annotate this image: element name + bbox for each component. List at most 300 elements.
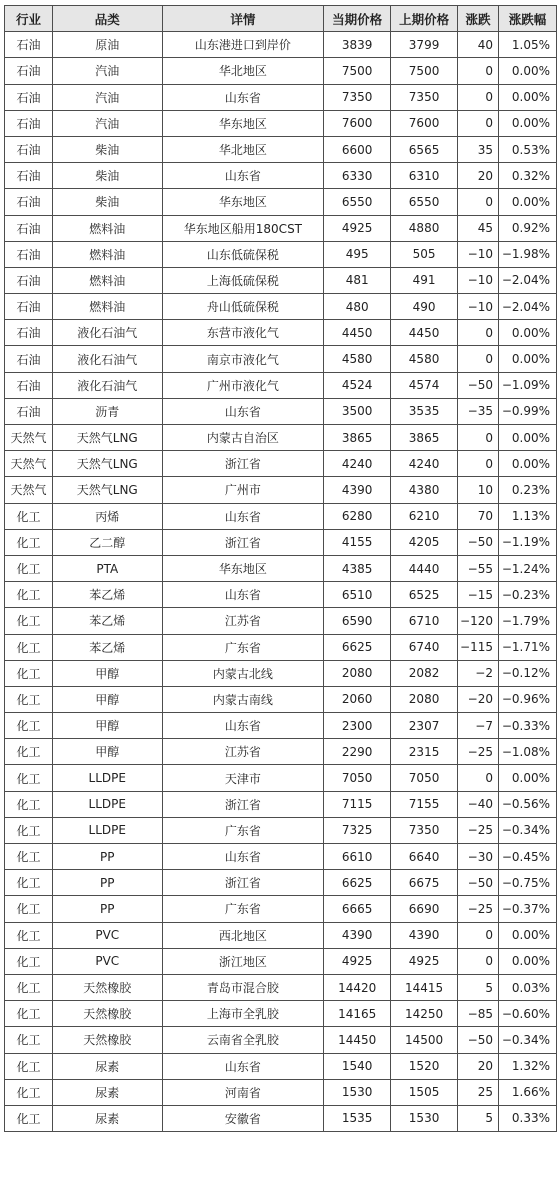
cell-change-percent: −1.19% bbox=[498, 529, 556, 555]
cell-current-price: 6330 bbox=[324, 163, 391, 189]
cell-previous-price: 4440 bbox=[391, 555, 458, 581]
cell-change: −50 bbox=[458, 372, 499, 398]
cell-category: 尿素 bbox=[52, 1105, 162, 1131]
cell-change: −2 bbox=[458, 660, 499, 686]
cell-detail: 江苏省 bbox=[162, 739, 324, 765]
cell-industry: 化工 bbox=[5, 660, 53, 686]
cell-industry: 化工 bbox=[5, 634, 53, 660]
table-row bbox=[5, 529, 557, 555]
cell-industry: 石油 bbox=[5, 32, 53, 58]
cell-change-percent: 0.00% bbox=[498, 765, 556, 791]
cell-detail: 东营市液化气 bbox=[162, 320, 324, 346]
table-row bbox=[5, 477, 557, 503]
cell-category: 天然橡胶 bbox=[52, 974, 162, 1000]
cell-previous-price: 1505 bbox=[391, 1079, 458, 1105]
cell-current-price: 3839 bbox=[324, 32, 391, 58]
cell-category: 甲醇 bbox=[52, 739, 162, 765]
cell-current-price: 14165 bbox=[324, 1001, 391, 1027]
cell-industry: 石油 bbox=[5, 267, 53, 293]
cell-current-price: 1530 bbox=[324, 1079, 391, 1105]
cell-detail: 内蒙古南线 bbox=[162, 686, 324, 712]
cell-change-percent: −0.34% bbox=[498, 1027, 556, 1053]
cell-previous-price: 4925 bbox=[391, 948, 458, 974]
table-row bbox=[5, 241, 557, 267]
cell-change-percent: 1.32% bbox=[498, 1053, 556, 1079]
cell-change-percent: 0.23% bbox=[498, 477, 556, 503]
cell-change: −55 bbox=[458, 555, 499, 581]
cell-previous-price: 6710 bbox=[391, 608, 458, 634]
cell-previous-price: 4580 bbox=[391, 346, 458, 372]
cell-change-percent: 0.33% bbox=[498, 1105, 556, 1131]
cell-change-percent: 0.00% bbox=[498, 320, 556, 346]
cell-change-percent: −1.79% bbox=[498, 608, 556, 634]
cell-change: −50 bbox=[458, 1027, 499, 1053]
cell-change-percent: 1.66% bbox=[498, 1079, 556, 1105]
cell-industry: 石油 bbox=[5, 346, 53, 372]
cell-change-percent: 0.00% bbox=[498, 948, 556, 974]
cell-current-price: 6625 bbox=[324, 870, 391, 896]
cell-change-percent: 0.53% bbox=[498, 136, 556, 162]
cell-change: −10 bbox=[458, 267, 499, 293]
cell-category: 燃料油 bbox=[52, 267, 162, 293]
cell-category: 沥青 bbox=[52, 398, 162, 424]
cell-industry: 化工 bbox=[5, 948, 53, 974]
cell-detail: 安徽省 bbox=[162, 1105, 324, 1131]
cell-previous-price: 6675 bbox=[391, 870, 458, 896]
cell-industry: 化工 bbox=[5, 608, 53, 634]
cell-change-percent: 0.00% bbox=[498, 346, 556, 372]
cell-detail: 青岛市混合胶 bbox=[162, 974, 324, 1000]
cell-current-price: 3500 bbox=[324, 398, 391, 424]
cell-current-price: 14450 bbox=[324, 1027, 391, 1053]
cell-change: 0 bbox=[458, 58, 499, 84]
cell-previous-price: 2315 bbox=[391, 739, 458, 765]
cell-category: 燃料油 bbox=[52, 294, 162, 320]
table-row bbox=[5, 267, 557, 293]
cell-industry: 石油 bbox=[5, 215, 53, 241]
cell-detail: 广州市液化气 bbox=[162, 372, 324, 398]
cell-change: 0 bbox=[458, 320, 499, 346]
cell-detail: 云南省全乳胶 bbox=[162, 1027, 324, 1053]
cell-detail: 浙江省 bbox=[162, 451, 324, 477]
cell-category: 天然气LNG bbox=[52, 477, 162, 503]
cell-industry: 天然气 bbox=[5, 451, 53, 477]
cell-current-price: 6550 bbox=[324, 189, 391, 215]
cell-detail: 上海低硫保税 bbox=[162, 267, 324, 293]
cell-detail: 山东省 bbox=[162, 713, 324, 739]
cell-detail: 河南省 bbox=[162, 1079, 324, 1105]
cell-previous-price: 6690 bbox=[391, 896, 458, 922]
cell-industry: 化工 bbox=[5, 713, 53, 739]
cell-change: 0 bbox=[458, 948, 499, 974]
cell-change-percent: −2.04% bbox=[498, 267, 556, 293]
cell-detail: 舟山低硫保税 bbox=[162, 294, 324, 320]
cell-current-price: 4385 bbox=[324, 555, 391, 581]
cell-detail: 广东省 bbox=[162, 896, 324, 922]
cell-change-percent: 0.00% bbox=[498, 58, 556, 84]
table-row bbox=[5, 660, 557, 686]
cell-change-percent: 0.03% bbox=[498, 974, 556, 1000]
table-row bbox=[5, 451, 557, 477]
cell-change: 40 bbox=[458, 32, 499, 58]
cell-change: −50 bbox=[458, 870, 499, 896]
cell-change: −35 bbox=[458, 398, 499, 424]
cell-detail: 天津市 bbox=[162, 765, 324, 791]
cell-industry: 化工 bbox=[5, 1105, 53, 1131]
cell-change-percent: 0.92% bbox=[498, 215, 556, 241]
cell-change-percent: −0.56% bbox=[498, 791, 556, 817]
cell-current-price: 2060 bbox=[324, 686, 391, 712]
cell-change-percent: 1.13% bbox=[498, 503, 556, 529]
table-row bbox=[5, 372, 557, 398]
cell-previous-price: 6565 bbox=[391, 136, 458, 162]
cell-detail: 山东港进口到岸价 bbox=[162, 32, 324, 58]
table-row bbox=[5, 582, 557, 608]
cell-change-percent: 0.00% bbox=[498, 451, 556, 477]
cell-category: 苯乙烯 bbox=[52, 582, 162, 608]
cell-category: LLDPE bbox=[52, 765, 162, 791]
cell-category: 尿素 bbox=[52, 1053, 162, 1079]
cell-category: 苯乙烯 bbox=[52, 608, 162, 634]
cell-change-percent: −0.60% bbox=[498, 1001, 556, 1027]
cell-industry: 化工 bbox=[5, 922, 53, 948]
cell-category: 尿素 bbox=[52, 1079, 162, 1105]
cell-current-price: 6510 bbox=[324, 582, 391, 608]
cell-previous-price: 7350 bbox=[391, 817, 458, 843]
cell-change: −20 bbox=[458, 686, 499, 712]
cell-change-percent: −0.37% bbox=[498, 896, 556, 922]
cell-change-percent: −0.75% bbox=[498, 870, 556, 896]
cell-detail: 山东省 bbox=[162, 84, 324, 110]
cell-previous-price: 3865 bbox=[391, 425, 458, 451]
cell-industry: 化工 bbox=[5, 791, 53, 817]
table-row bbox=[5, 84, 557, 110]
cell-industry: 天然气 bbox=[5, 425, 53, 451]
cell-previous-price: 2082 bbox=[391, 660, 458, 686]
table-body bbox=[5, 32, 557, 1132]
cell-industry: 石油 bbox=[5, 163, 53, 189]
cell-industry: 化工 bbox=[5, 765, 53, 791]
cell-category: PTA bbox=[52, 555, 162, 581]
cell-detail: 浙江地区 bbox=[162, 948, 324, 974]
cell-current-price: 7350 bbox=[324, 84, 391, 110]
cell-category: 燃料油 bbox=[52, 241, 162, 267]
table-row bbox=[5, 555, 557, 581]
cell-change: −25 bbox=[458, 896, 499, 922]
cell-detail: 华东地区 bbox=[162, 189, 324, 215]
cell-category: 天然橡胶 bbox=[52, 1001, 162, 1027]
cell-industry: 石油 bbox=[5, 189, 53, 215]
cell-change: 0 bbox=[458, 451, 499, 477]
cell-change-percent: 0.00% bbox=[498, 425, 556, 451]
cell-change-percent: −1.08% bbox=[498, 739, 556, 765]
cell-change-percent: −0.99% bbox=[498, 398, 556, 424]
cell-change: −40 bbox=[458, 791, 499, 817]
cell-previous-price: 7350 bbox=[391, 84, 458, 110]
cell-industry: 化工 bbox=[5, 582, 53, 608]
cell-change-percent: −1.98% bbox=[498, 241, 556, 267]
cell-category: 苯乙烯 bbox=[52, 634, 162, 660]
commodity-price-table bbox=[4, 5, 557, 1132]
cell-detail: 上海市全乳胶 bbox=[162, 1001, 324, 1027]
cell-category: PVC bbox=[52, 948, 162, 974]
table-row bbox=[5, 110, 557, 136]
cell-industry: 石油 bbox=[5, 398, 53, 424]
cell-current-price: 6665 bbox=[324, 896, 391, 922]
cell-change-percent: −1.71% bbox=[498, 634, 556, 660]
cell-previous-price: 3535 bbox=[391, 398, 458, 424]
price-table-container bbox=[4, 5, 557, 1132]
cell-current-price: 4390 bbox=[324, 922, 391, 948]
table-row bbox=[5, 215, 557, 241]
cell-previous-price: 490 bbox=[391, 294, 458, 320]
cell-detail: 内蒙古北线 bbox=[162, 660, 324, 686]
cell-previous-price: 2307 bbox=[391, 713, 458, 739]
cell-previous-price: 4574 bbox=[391, 372, 458, 398]
cell-change-percent: −0.12% bbox=[498, 660, 556, 686]
table-row bbox=[5, 896, 557, 922]
cell-change: 45 bbox=[458, 215, 499, 241]
cell-previous-price: 6310 bbox=[391, 163, 458, 189]
table-row bbox=[5, 398, 557, 424]
cell-detail: 西北地区 bbox=[162, 922, 324, 948]
cell-change-percent: −0.34% bbox=[498, 817, 556, 843]
header-category: 品类 bbox=[52, 6, 162, 32]
table-row bbox=[5, 1001, 557, 1027]
cell-category: PVC bbox=[52, 922, 162, 948]
cell-change: 5 bbox=[458, 974, 499, 1000]
cell-industry: 石油 bbox=[5, 320, 53, 346]
cell-detail: 浙江省 bbox=[162, 870, 324, 896]
cell-current-price: 3865 bbox=[324, 425, 391, 451]
cell-previous-price: 14415 bbox=[391, 974, 458, 1000]
cell-current-price: 7325 bbox=[324, 817, 391, 843]
cell-current-price: 6600 bbox=[324, 136, 391, 162]
cell-current-price: 480 bbox=[324, 294, 391, 320]
table-row bbox=[5, 58, 557, 84]
cell-industry: 化工 bbox=[5, 739, 53, 765]
cell-previous-price: 4240 bbox=[391, 451, 458, 477]
cell-previous-price: 1520 bbox=[391, 1053, 458, 1079]
cell-change: −115 bbox=[458, 634, 499, 660]
cell-detail: 山东省 bbox=[162, 1053, 324, 1079]
cell-detail: 华东地区 bbox=[162, 110, 324, 136]
table-row bbox=[5, 844, 557, 870]
table-row bbox=[5, 713, 557, 739]
cell-industry: 化工 bbox=[5, 503, 53, 529]
cell-change: 20 bbox=[458, 1053, 499, 1079]
table-row bbox=[5, 294, 557, 320]
cell-current-price: 2290 bbox=[324, 739, 391, 765]
cell-current-price: 7050 bbox=[324, 765, 391, 791]
cell-change-percent: −1.24% bbox=[498, 555, 556, 581]
cell-detail: 南京市液化气 bbox=[162, 346, 324, 372]
cell-current-price: 1535 bbox=[324, 1105, 391, 1131]
cell-current-price: 6280 bbox=[324, 503, 391, 529]
cell-industry: 石油 bbox=[5, 58, 53, 84]
cell-previous-price: 14500 bbox=[391, 1027, 458, 1053]
cell-change: 0 bbox=[458, 84, 499, 110]
cell-category: 汽油 bbox=[52, 58, 162, 84]
table-row bbox=[5, 1079, 557, 1105]
cell-category: PP bbox=[52, 870, 162, 896]
cell-change-percent: −0.23% bbox=[498, 582, 556, 608]
cell-industry: 化工 bbox=[5, 555, 53, 581]
cell-change-percent: 1.05% bbox=[498, 32, 556, 58]
cell-category: LLDPE bbox=[52, 791, 162, 817]
table-row bbox=[5, 739, 557, 765]
cell-current-price: 4524 bbox=[324, 372, 391, 398]
cell-industry: 石油 bbox=[5, 84, 53, 110]
cell-change-percent: 0.00% bbox=[498, 189, 556, 215]
cell-current-price: 2300 bbox=[324, 713, 391, 739]
cell-current-price: 14420 bbox=[324, 974, 391, 1000]
cell-previous-price: 6550 bbox=[391, 189, 458, 215]
cell-category: 乙二醇 bbox=[52, 529, 162, 555]
cell-change: −25 bbox=[458, 739, 499, 765]
cell-previous-price: 505 bbox=[391, 241, 458, 267]
header-previous-price: 上期价格 bbox=[391, 6, 458, 32]
cell-change: 35 bbox=[458, 136, 499, 162]
cell-category: 天然橡胶 bbox=[52, 1027, 162, 1053]
cell-current-price: 7115 bbox=[324, 791, 391, 817]
cell-change: 0 bbox=[458, 346, 499, 372]
cell-change-percent: −0.45% bbox=[498, 844, 556, 870]
cell-industry: 石油 bbox=[5, 294, 53, 320]
table-row bbox=[5, 948, 557, 974]
cell-current-price: 6610 bbox=[324, 844, 391, 870]
cell-current-price: 6625 bbox=[324, 634, 391, 660]
cell-current-price: 4450 bbox=[324, 320, 391, 346]
cell-category: 液化石油气 bbox=[52, 346, 162, 372]
cell-industry: 化工 bbox=[5, 896, 53, 922]
cell-detail: 山东省 bbox=[162, 503, 324, 529]
cell-category: 液化石油气 bbox=[52, 372, 162, 398]
cell-current-price: 7600 bbox=[324, 110, 391, 136]
cell-current-price: 4580 bbox=[324, 346, 391, 372]
cell-industry: 天然气 bbox=[5, 477, 53, 503]
cell-current-price: 6590 bbox=[324, 608, 391, 634]
cell-category: 天然气LNG bbox=[52, 451, 162, 477]
cell-detail: 华东地区 bbox=[162, 555, 324, 581]
table-header-row bbox=[5, 6, 557, 32]
table-row bbox=[5, 425, 557, 451]
cell-previous-price: 14250 bbox=[391, 1001, 458, 1027]
cell-current-price: 1540 bbox=[324, 1053, 391, 1079]
cell-change: 0 bbox=[458, 765, 499, 791]
cell-change: 0 bbox=[458, 425, 499, 451]
cell-change: −15 bbox=[458, 582, 499, 608]
cell-industry: 化工 bbox=[5, 1027, 53, 1053]
cell-previous-price: 7155 bbox=[391, 791, 458, 817]
cell-previous-price: 4380 bbox=[391, 477, 458, 503]
cell-detail: 山东省 bbox=[162, 582, 324, 608]
cell-detail: 山东省 bbox=[162, 163, 324, 189]
cell-current-price: 4390 bbox=[324, 477, 391, 503]
cell-previous-price: 4450 bbox=[391, 320, 458, 346]
table-row bbox=[5, 503, 557, 529]
cell-industry: 石油 bbox=[5, 110, 53, 136]
cell-current-price: 4925 bbox=[324, 948, 391, 974]
table-row bbox=[5, 686, 557, 712]
cell-change: −10 bbox=[458, 294, 499, 320]
cell-change-percent: −2.04% bbox=[498, 294, 556, 320]
cell-industry: 化工 bbox=[5, 1053, 53, 1079]
cell-change-percent: −0.33% bbox=[498, 713, 556, 739]
table-row bbox=[5, 32, 557, 58]
cell-previous-price: 7050 bbox=[391, 765, 458, 791]
table-row bbox=[5, 634, 557, 660]
cell-detail: 广州市 bbox=[162, 477, 324, 503]
cell-category: 汽油 bbox=[52, 110, 162, 136]
cell-previous-price: 3799 bbox=[391, 32, 458, 58]
cell-industry: 石油 bbox=[5, 241, 53, 267]
table-row bbox=[5, 974, 557, 1000]
cell-industry: 化工 bbox=[5, 817, 53, 843]
cell-change: −30 bbox=[458, 844, 499, 870]
cell-industry: 石油 bbox=[5, 136, 53, 162]
cell-change-percent: 0.00% bbox=[498, 110, 556, 136]
cell-previous-price: 6640 bbox=[391, 844, 458, 870]
table-row bbox=[5, 189, 557, 215]
cell-category: 液化石油气 bbox=[52, 320, 162, 346]
cell-previous-price: 4205 bbox=[391, 529, 458, 555]
cell-previous-price: 2080 bbox=[391, 686, 458, 712]
cell-category: 燃料油 bbox=[52, 215, 162, 241]
cell-detail: 浙江省 bbox=[162, 529, 324, 555]
cell-current-price: 7500 bbox=[324, 58, 391, 84]
table-row bbox=[5, 1027, 557, 1053]
table-row bbox=[5, 1105, 557, 1131]
cell-industry: 化工 bbox=[5, 529, 53, 555]
header-industry: 行业 bbox=[5, 6, 53, 32]
header-detail: 详情 bbox=[162, 6, 324, 32]
cell-current-price: 481 bbox=[324, 267, 391, 293]
cell-category: 柴油 bbox=[52, 163, 162, 189]
header-current-price: 当期价格 bbox=[324, 6, 391, 32]
cell-previous-price: 491 bbox=[391, 267, 458, 293]
cell-previous-price: 4390 bbox=[391, 922, 458, 948]
cell-change: −7 bbox=[458, 713, 499, 739]
cell-category: 丙烯 bbox=[52, 503, 162, 529]
cell-change: −85 bbox=[458, 1001, 499, 1027]
cell-change-percent: −0.96% bbox=[498, 686, 556, 712]
cell-change: 0 bbox=[458, 922, 499, 948]
cell-category: 甲醇 bbox=[52, 686, 162, 712]
cell-change: 25 bbox=[458, 1079, 499, 1105]
cell-current-price: 495 bbox=[324, 241, 391, 267]
cell-current-price: 4925 bbox=[324, 215, 391, 241]
table-row bbox=[5, 608, 557, 634]
table-row bbox=[5, 320, 557, 346]
header-change: 涨跌 bbox=[458, 6, 499, 32]
cell-change: 0 bbox=[458, 189, 499, 215]
cell-category: 柴油 bbox=[52, 136, 162, 162]
cell-detail: 山东省 bbox=[162, 398, 324, 424]
cell-detail: 内蒙古自治区 bbox=[162, 425, 324, 451]
cell-category: 柴油 bbox=[52, 189, 162, 215]
cell-industry: 化工 bbox=[5, 844, 53, 870]
cell-previous-price: 7500 bbox=[391, 58, 458, 84]
cell-previous-price: 1530 bbox=[391, 1105, 458, 1131]
table-row bbox=[5, 817, 557, 843]
cell-category: 原油 bbox=[52, 32, 162, 58]
table-row bbox=[5, 870, 557, 896]
cell-detail: 华北地区 bbox=[162, 136, 324, 162]
cell-current-price: 2080 bbox=[324, 660, 391, 686]
cell-detail: 江苏省 bbox=[162, 608, 324, 634]
cell-category: 甲醇 bbox=[52, 660, 162, 686]
